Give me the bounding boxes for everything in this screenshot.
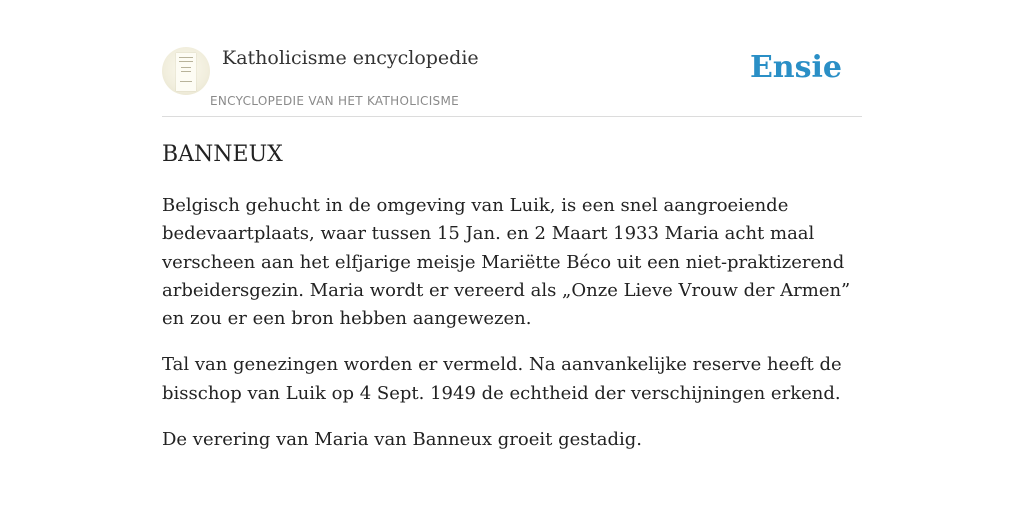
header: [162, 44, 862, 117]
book-text-line: [181, 71, 191, 72]
book-title-line: [179, 57, 193, 58]
book-title-line: [179, 61, 193, 62]
book-text-line: [180, 81, 192, 82]
ensie-logo-link[interactable]: Ensie: [749, 50, 842, 85]
article: [162, 140, 862, 472]
book-text-line: [181, 67, 191, 68]
site-subtitle: ENCYCLOPEDIE VAN HET KATHOLICISME: [210, 94, 459, 108]
article-paragraph: Tal van genezingen worden er vermeld. Na aanvankelijke reserve heeft de bisschop van Luik op 4 Sept. 1949 de echtheid der verschijningen erkend.: [162, 354, 842, 404]
site-title[interactable]: Katholicisme encyclopedie: [222, 47, 479, 69]
article-title: BANNEUX: [162, 142, 283, 167]
book-cover-icon[interactable]: [162, 47, 210, 95]
article-paragraph: De verering van Maria van Banneux groeit gestadig.: [162, 429, 642, 451]
book-page-sheet: [176, 53, 196, 91]
article-paragraph: Belgisch gehucht in de omgeving van Luik, is een snel aangroeiende bedevaartplaats, waar tussen 15 Jan. en 2 Maart 1933 Maria acht maal verscheen aan het elfjarige meisje Mariëtte Béco uit een niet-praktizerend arbeidersgezin. Maria wordt er vereerd als „Onze Lieve Vrouw der Armen” en zou er een bron hebben aangewezen.: [162, 195, 851, 330]
